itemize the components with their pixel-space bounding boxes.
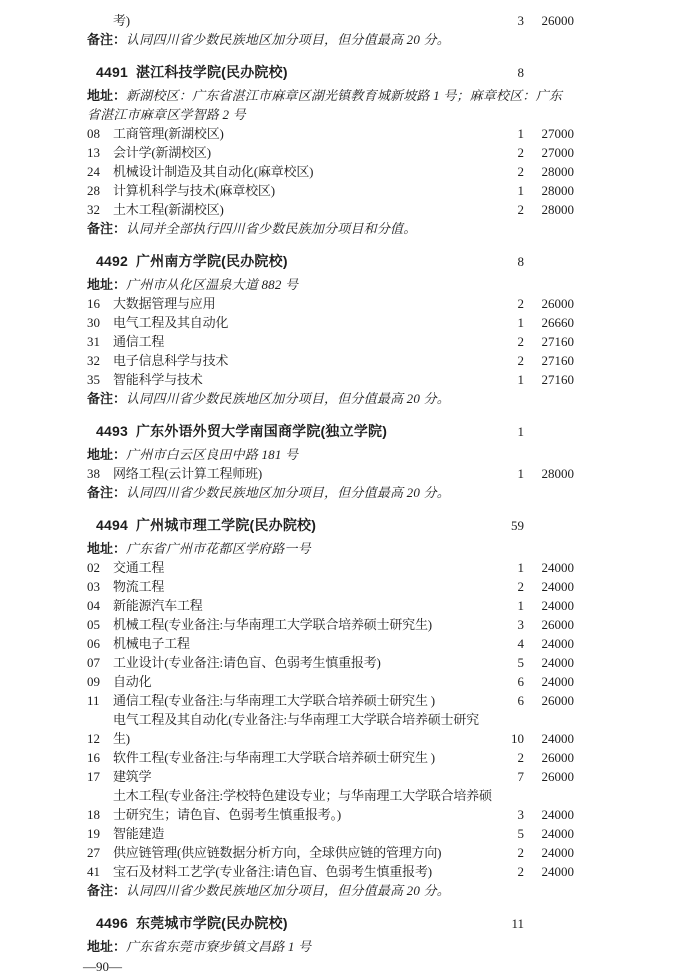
tuition-fee: 24000: [541, 636, 574, 651]
major-code: 02: [87, 560, 100, 575]
major-code: 12: [87, 731, 100, 746]
university-name: 广东外语外贸大学南国商学院(独立学院): [135, 423, 388, 439]
major-row: [87, 653, 574, 672]
page-content: [83, 11, 574, 976]
university-title: [87, 515, 494, 535]
major-row: [87, 748, 574, 767]
major-name: 工商管理(新湖校区): [113, 126, 224, 141]
university-name: 广州城市理工学院(民办院校): [135, 517, 317, 533]
major-code: 11: [87, 693, 100, 708]
major-code: 03: [87, 579, 100, 594]
major-name: 智能建造: [113, 826, 165, 841]
major-name: 通信工程: [113, 334, 165, 349]
note-row: [87, 389, 574, 408]
major-code: 32: [87, 353, 100, 368]
address-row: [87, 539, 574, 558]
major-row: [87, 843, 574, 862]
university-code: 4492: [96, 253, 128, 269]
major-list: [87, 124, 574, 219]
note-row: [87, 881, 574, 900]
university-header: [87, 913, 574, 934]
plan-count: 2: [517, 202, 524, 217]
plan-count: 10: [511, 731, 524, 746]
tuition-fee: 24000: [541, 598, 574, 613]
major-name: 软件工程(专业备注:与华南理工大学联合培养硕士研究生 ): [113, 750, 435, 765]
university-header: [87, 421, 574, 442]
note-label: 备注：: [87, 883, 127, 898]
university-header: [87, 515, 574, 536]
major-row: [87, 143, 574, 162]
tuition-fee: 27000: [541, 126, 574, 141]
university-section: [87, 62, 574, 238]
university-plan-count: 11: [511, 916, 524, 931]
major-name: 新能源汽车工程: [113, 598, 203, 613]
continuation-major-row: [87, 11, 574, 30]
university-name: 湛江科技学院(民办院校): [135, 64, 288, 80]
major-row: [87, 767, 574, 786]
note-text: 认同并全部执行四川省少数民族加分项目和分值。: [126, 221, 417, 236]
major-name: 交通工程: [113, 560, 165, 575]
tuition-fee: 24000: [541, 674, 574, 689]
tuition-fee: 26000: [541, 750, 574, 765]
major-row: [87, 200, 574, 219]
major-code: 18: [87, 807, 100, 822]
major-name: 机械工程(专业备注:与华南理工大学联合培养硕士研究生): [113, 617, 432, 632]
tuition-fee: 24000: [541, 560, 574, 575]
major-row: [87, 634, 574, 653]
address-text: 广州市从化区温泉大道 882 号: [126, 277, 299, 292]
address-text: 广东省东莞市寮步镇文昌路 1 号: [126, 939, 312, 954]
plan-count: 6: [517, 674, 524, 689]
major-row: [87, 691, 574, 710]
plan-count: 1: [517, 126, 524, 141]
plan-count: 2: [517, 845, 524, 860]
plan-count: 2: [517, 145, 524, 160]
university-section: [87, 421, 574, 502]
tuition-fee: 27160: [541, 353, 574, 368]
plan-count: 2: [517, 579, 524, 594]
plan-count: 5: [517, 826, 524, 841]
major-row: [87, 294, 574, 313]
major-row: [87, 313, 574, 332]
plan-count: 1: [517, 466, 524, 481]
tuition-fee: 24000: [541, 579, 574, 594]
major-row: [87, 181, 574, 200]
major-name: 电气工程及其自动化: [113, 315, 229, 330]
plan-count: 3: [517, 807, 524, 822]
major-code: 06: [87, 636, 100, 651]
major-name: 物流工程: [113, 579, 165, 594]
university-name: 广州南方学院(民办院校): [135, 253, 288, 269]
major-code: 31: [87, 334, 100, 349]
note-text: 认同四川省少数民族地区加分项目，但分值最高 20 分。: [126, 391, 450, 406]
note-text: 认同四川省少数民族地区加分项目，但分值最高 20 分。: [126, 485, 450, 500]
major-name: 电气工程及其自动化(专业备注:与华南理工大学联合培养硕士研究生): [113, 712, 479, 746]
major-code: 35: [87, 372, 100, 387]
major-name: 大数据管理与应用: [113, 296, 216, 311]
major-name: 智能科学与技术: [113, 372, 203, 387]
tuition-fee: 28000: [541, 466, 574, 481]
university-header: [87, 251, 574, 272]
plan-count: 2: [517, 750, 524, 765]
university-section: [87, 251, 574, 408]
note-label: 备注：: [87, 485, 127, 500]
plan-count: 3: [517, 13, 524, 28]
university-code: 4493: [96, 423, 128, 439]
tuition-fee: 26660: [541, 315, 574, 330]
tuition-fee: 24000: [541, 807, 574, 822]
major-row: [87, 370, 574, 389]
university-plan-count: 59: [511, 518, 524, 533]
major-row: [87, 672, 574, 691]
plan-count: 1: [517, 315, 524, 330]
university-section: [87, 913, 574, 956]
major-name: 机械电子工程: [113, 636, 190, 651]
address-label: 地址：: [87, 447, 127, 462]
tuition-fee: 26000: [541, 296, 574, 311]
major-row: [87, 464, 574, 483]
major-code: 16: [87, 750, 100, 765]
tuition-fee: 24000: [541, 845, 574, 860]
tuition-fee: 24000: [541, 826, 574, 841]
plan-count: 2: [517, 353, 524, 368]
tuition-fee: 27160: [541, 334, 574, 349]
address-label: 地址：: [87, 939, 127, 954]
address-row: [87, 86, 574, 124]
address-label: 地址：: [87, 541, 127, 556]
major-code: 04: [87, 598, 100, 613]
tuition-fee: 26000: [541, 769, 574, 784]
major-row: [87, 824, 574, 843]
university-title: [87, 421, 494, 441]
address-row: [87, 445, 574, 464]
major-name: 网络工程(云计算工程师班): [113, 466, 263, 481]
address-label: 地址：: [87, 88, 127, 103]
major-code: 32: [87, 202, 100, 217]
major-code: 13: [87, 145, 100, 160]
plan-count: 1: [517, 560, 524, 575]
note-row: [87, 219, 574, 238]
university-title: [87, 62, 494, 82]
plan-count: 3: [517, 617, 524, 632]
major-row: [87, 596, 574, 615]
major-list: [87, 294, 574, 389]
address-row: [87, 275, 574, 294]
tuition-fee: 26000: [541, 693, 574, 708]
plan-count: 2: [517, 296, 524, 311]
major-name: 会计学(新湖校区): [113, 145, 211, 160]
note-row: [87, 483, 574, 502]
major-row: [87, 577, 574, 596]
major-name: 建筑学: [113, 769, 152, 784]
major-row: [87, 162, 574, 181]
major-name: 土木工程(新湖校区): [113, 202, 224, 217]
major-row: [87, 710, 574, 748]
tuition-fee: 28000: [541, 164, 574, 179]
major-name: 土木工程(专业备注:学校特色建设专业；与华南理工大学联合培养硕士研究生；请色盲、色弱考生慎重报考。): [113, 788, 492, 822]
note-label: 备注：: [87, 391, 127, 406]
major-list: [87, 464, 574, 483]
university-plan-count: 1: [517, 424, 524, 439]
major-name: 自动化: [113, 674, 152, 689]
university-code: 4494: [96, 517, 128, 533]
major-row: [87, 615, 574, 634]
major-list: [87, 558, 574, 881]
page-number: —90—: [83, 959, 122, 974]
major-name: 工业设计(专业备注:请色盲、色弱考生慎重报考): [113, 655, 381, 670]
address-row: [87, 937, 574, 956]
university-title: [87, 251, 494, 271]
major-row: [87, 558, 574, 577]
tuition-fee: 26000: [541, 13, 574, 28]
tuition-fee: 27000: [541, 145, 574, 160]
plan-count: 1: [517, 598, 524, 613]
plan-count: 1: [517, 183, 524, 198]
tuition-fee: 26000: [541, 617, 574, 632]
major-code: 05: [87, 617, 100, 632]
major-row: [87, 862, 574, 881]
major-code: 16: [87, 296, 100, 311]
major-name: 供应链管理(供应链数据分析方向，全球供应链的管理方向): [113, 845, 442, 860]
address-label: 地址：: [87, 277, 127, 292]
plan-count: 7: [517, 769, 524, 784]
major-name: 考): [113, 13, 130, 28]
note-text: 认同四川省少数民族地区加分项目，但分值最高 20 分。: [126, 32, 450, 47]
university-code: 4491: [96, 64, 128, 80]
plan-count: 2: [517, 864, 524, 879]
major-code: 07: [87, 655, 100, 670]
university-plan-count: 8: [517, 254, 524, 269]
university-code: 4496: [96, 915, 128, 931]
university-sections: [87, 62, 574, 956]
major-code: 24: [87, 164, 100, 179]
tuition-fee: 24000: [541, 655, 574, 670]
university-section: [87, 515, 574, 900]
major-row: [87, 351, 574, 370]
major-code: 38: [87, 466, 100, 481]
tuition-fee: 24000: [541, 731, 574, 746]
address-text: 新湖校区：广东省湛江市麻章区湖光镇教育城新坡路 1 号；麻章校区：广东省湛江市麻章区学智路 2 号: [87, 88, 563, 122]
major-row: [87, 786, 574, 824]
major-code: 27: [87, 845, 100, 860]
tuition-fee: 24000: [541, 864, 574, 879]
major-name: 电子信息科学与技术: [113, 353, 229, 368]
major-code: 17: [87, 769, 100, 784]
major-row: [87, 332, 574, 351]
note-text: 认同四川省少数民族地区加分项目，但分值最高 20 分。: [126, 883, 450, 898]
university-plan-count: 8: [517, 65, 524, 80]
note-row: [87, 30, 574, 49]
plan-count: 1: [517, 372, 524, 387]
major-name: 宝石及材料工艺学(专业备注:请色盲、色弱考生慎重报考): [113, 864, 432, 879]
plan-count: 2: [517, 334, 524, 349]
major-code: 19: [87, 826, 100, 841]
address-text: 广东省广州市花都区学府路一号: [126, 541, 311, 556]
major-name: 通信工程(专业备注:与华南理工大学联合培养硕士研究生 ): [113, 693, 435, 708]
plan-count: 5: [517, 655, 524, 670]
major-code: 30: [87, 315, 100, 330]
major-name: 机械设计制造及其自动化(麻章校区): [113, 164, 314, 179]
university-title: [87, 913, 494, 933]
tuition-fee: 28000: [541, 183, 574, 198]
plan-count: 4: [517, 636, 524, 651]
note-label: 备注：: [87, 32, 127, 47]
major-code: 08: [87, 126, 100, 141]
address-text: 广州市白云区良田中路 181 号: [126, 447, 299, 462]
plan-count: 6: [517, 693, 524, 708]
major-code: 09: [87, 674, 100, 689]
major-code: 28: [87, 183, 100, 198]
major-row: [87, 124, 574, 143]
plan-count: 2: [517, 164, 524, 179]
university-name: 东莞城市学院(民办院校): [135, 915, 288, 931]
tuition-fee: 28000: [541, 202, 574, 217]
tuition-fee: 27160: [541, 372, 574, 387]
note-label: 备注：: [87, 221, 127, 236]
major-code: 41: [87, 864, 100, 879]
major-name: 计算机科学与技术(麻章校区): [113, 183, 275, 198]
university-header: [87, 62, 574, 83]
